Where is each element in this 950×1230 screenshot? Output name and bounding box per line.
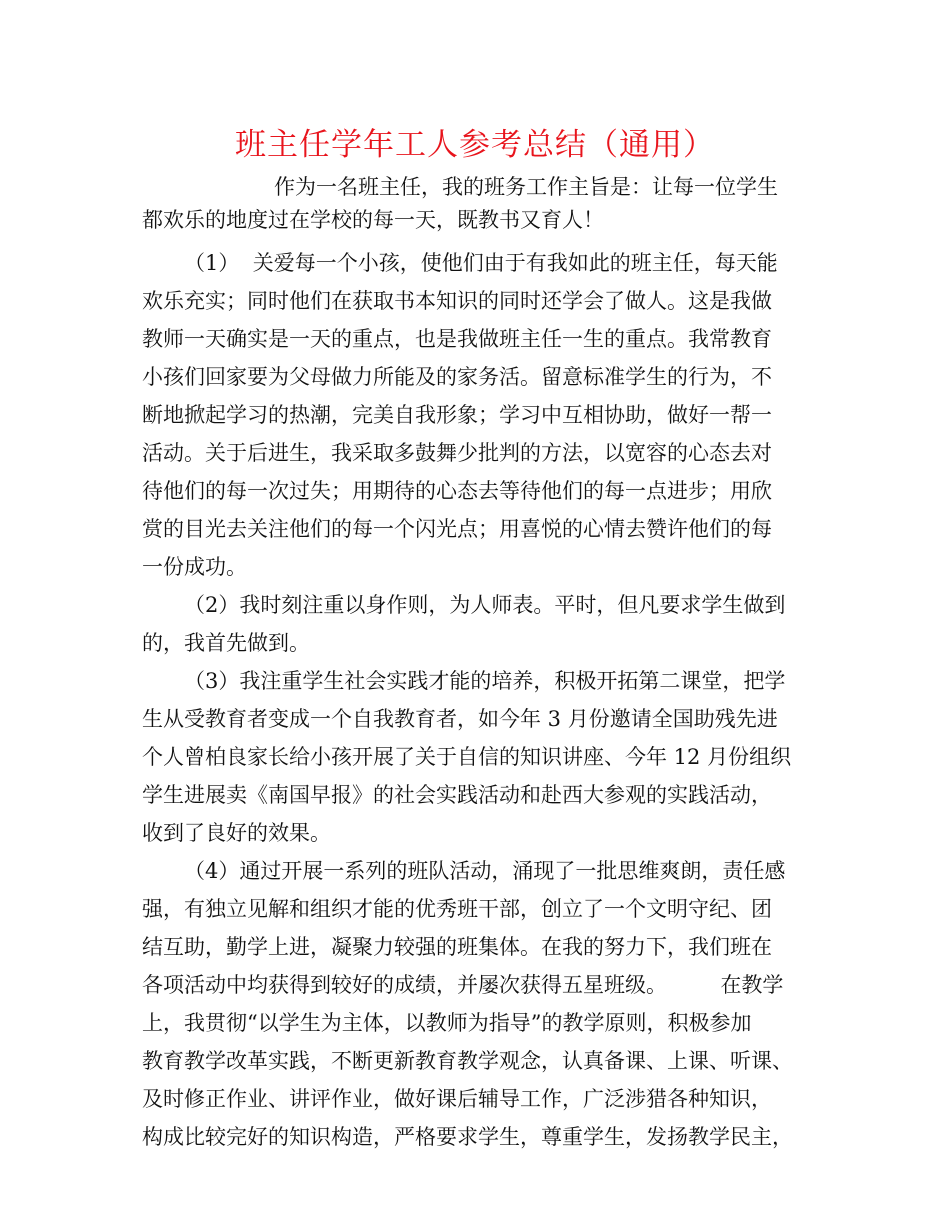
document-title: 班主任学年工人参考总结（通用）	[235, 127, 715, 163]
body-line: （3）我注重学生社会实践才能的培养，积极开拓第二课堂，把学	[184, 669, 786, 693]
body-line: （4）通过开展一系列的班队活动，涌现了一批思维爽朗，责任感	[184, 859, 786, 883]
body-line: 活动。关于后进生，我采取多鼓舞少批判的方法，以宽容的心态去对	[142, 441, 772, 465]
body-line: 个人曾柏良家长给小孩开展了关于自信的知识讲座、今年 12 月份组织	[142, 745, 792, 769]
body-line: 学生进展卖《南国早报》的社会实践活动和赴西大参观的实践活动，	[142, 783, 772, 807]
body-line: 作为一名班主任，我的班务工作主旨是：让每一位学生	[274, 175, 778, 199]
body-line: 小孩们回家要为父母做力所能及的家务活。留意标准学生的行为，不	[142, 365, 772, 389]
body-line: 教师一天确实是一天的重点，也是我做班主任一生的重点。我常教育	[142, 327, 772, 351]
body-line: 都欢乐的地度过在学校的每一天，既教书又育人！	[142, 208, 604, 232]
body-line: （1） 关爱每一个小孩，使他们由于有我如此的班主任，每天能	[184, 251, 778, 275]
body-line: 生从受教育者变成一个自我教育者，如今年 3 月份邀请全国助残先进	[142, 707, 778, 731]
body-line: 收到了良好的效果。	[142, 821, 331, 845]
body-line: 一份成功。	[142, 555, 247, 579]
body-line: 教育教学改革实践，不断更新教育教学观念，认真备课、上课、听课、	[142, 1049, 793, 1073]
body-line: 构成比较完好的知识构造，严格要求学生，尊重学生，发扬教学民主，	[142, 1125, 793, 1149]
body-line: 强，有独立见解和组织才能的优秀班干部，创立了一个文明守纪、团	[142, 897, 772, 921]
body-line: 待他们的每一次过失；用期待的心态去等待他们的每一点进步；用欣	[142, 479, 772, 503]
body-line: 上，我贯彻“以学生为主体，以教师为指导”的教学原则，积极参加	[142, 1011, 752, 1035]
body-line: （2）我时刻注重以身作则，为人师表。平时，但凡要求学生做到	[184, 593, 786, 617]
body-line: 各项活动中均获得到较好的成绩，并屡次获得五星班级。 在教学	[142, 973, 784, 997]
body-line: 的，我首先做到。	[142, 631, 310, 655]
body-line: 赏的目光去关注他们的每一个闪光点；用喜悦的心情去赞许他们的每	[142, 517, 772, 541]
body-line: 断地掀起学习的热潮，完美自我形象；学习中互相协助，做好一帮一	[142, 403, 772, 427]
body-line: 结互助，勤学上进，凝聚力较强的班集体。在我的努力下，我们班在	[142, 935, 772, 959]
body-line: 欢乐充实；同时他们在获取书本知识的同时还学会了做人。这是我做	[142, 289, 772, 313]
body-line: 及时修正作业、讲评作业，做好课后辅导工作，广泛涉猎各种知识，	[142, 1087, 772, 1111]
